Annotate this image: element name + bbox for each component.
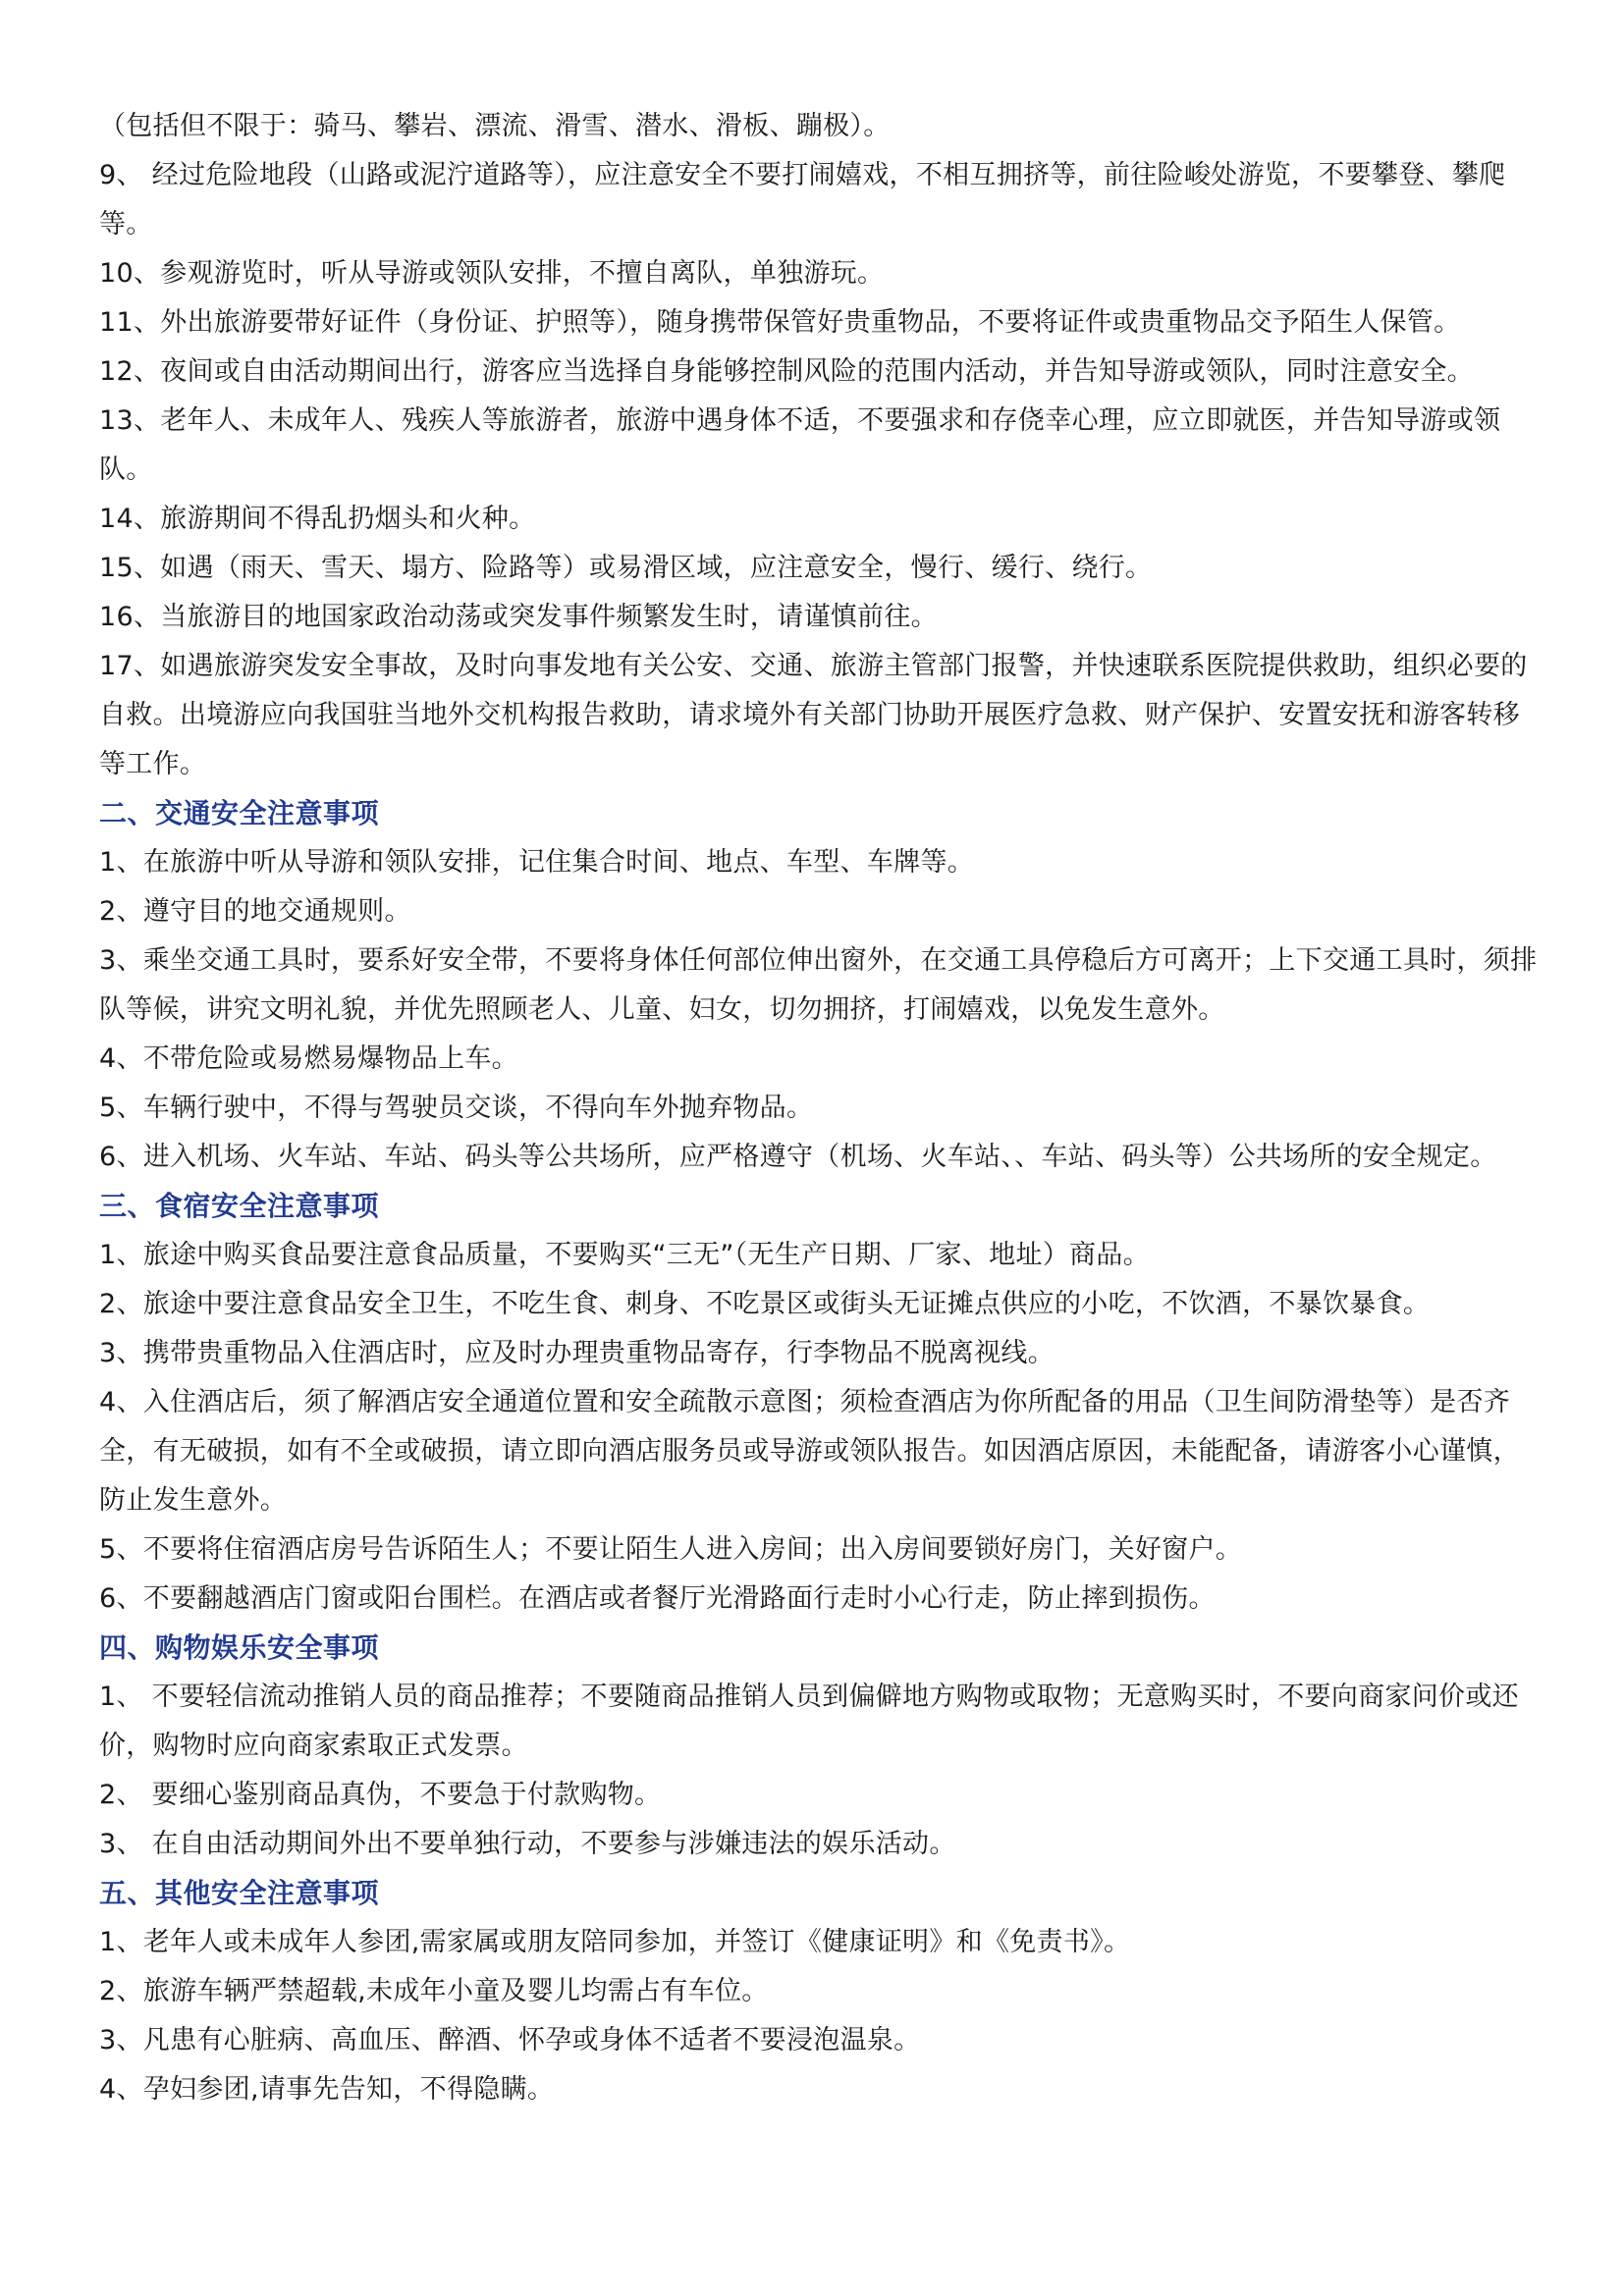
list-item: 2、遵守目的地交通规则。: [99, 896, 411, 927]
section: [99, 789, 1543, 1182]
list-item: 15、如遇（雨天、雪天、塌方、险路等）或易滑区域，应注意安全，慢行、缓行、绕行。: [99, 553, 1153, 583]
section: [99, 1182, 1543, 1624]
list-item: 12、夜间或自由活动期间出行，游客应当选择自身能够控制风险的范围内活动，并告知导游或领队，同时注意安全。: [99, 356, 1474, 387]
list-item: 1、 不要轻信流动推销人员的商品推荐；不要随商品推销人员到偏僻地方购物或取物；无意购买时，不要向商家问价或还价，购物时应向商家索取正式发票。: [99, 1682, 1519, 1761]
list-item: 4、不带危险或易燃易爆物品上车。: [99, 1043, 518, 1074]
list-item: 5、车辆行驶中，不得与驾驶员交谈，不得向车外抛弃物品。: [99, 1093, 814, 1123]
list-item: 2、旅游车辆严禁超载,未成年小童及婴儿均需占有车位。: [99, 1976, 769, 2006]
list-item: 1、在旅游中听从导游和领队安排，记住集合时间、地点、车型、车牌等。: [99, 847, 975, 878]
list-item: 2、旅途中要注意食品安全卫生，不吃生食、刺身、不吃景区或街头无证摊点供应的小吃，不饮酒，不暴饮暴食。: [99, 1289, 1431, 1319]
sections: [99, 789, 1543, 2114]
list-item: 3、携带贵重物品入住酒店时，应及时办理贵重物品寄存，行李物品不脱离视线。: [99, 1338, 1055, 1368]
list-item: 6、进入机场、火车站、车站、码头等公共场所，应严格遵守（机场、火车站、、车站、码头等）公共场所的安全规定。: [99, 1142, 1497, 1172]
list-item: 3、 在自由活动期间外出不要单独行动，不要参与涉嫌违法的娱乐活动。: [99, 1829, 956, 1859]
section-heading: 四、购物娱乐安全事项: [99, 1631, 380, 1664]
list-item: 1、老年人或未成年人参团,需家属或朋友陪同参加，并签订《健康证明》和《免责书》。: [99, 1927, 1131, 1957]
list-item: 3、乘坐交通工具时，要系好安全带，不要将身体任何部位伸出窗外，在交通工具停稳后方可离开；上下交通工具时，须排队等候，讲究文明礼貌，并优先照顾老人、儿童、妇女，切勿拥挤，打闹嬉戏，以免发生意外。: [99, 945, 1538, 1025]
list-item: 17、如遇旅游突发安全事故，及时向事发地有关公安、交通、旅游主管部门报警，并快速联系医院提供救助，组织必要的自救。出境游应向我国驻当地外交机构报告救助，请求境外有关部门协助开展医疗急救、财产保护、安置安抚和游客转移等工作。: [99, 651, 1528, 779]
list-item: 10、参观游览时，听从导游或领队安排，不擅自离队，单独游玩。: [99, 258, 885, 289]
list-item: 3、凡患有心脏病、高血压、醉酒、怀孕或身体不适者不要浸泡温泉。: [99, 2025, 921, 2056]
list-item: （包括但不限于：骑马、攀岩、漂流、滑雪、潜水、滑板、蹦极）。: [99, 111, 891, 141]
list-item: 11、外出旅游要带好证件（身份证、护照等），随身携带保管好贵重物品，不要将证件或贵重物品交予陌生人保管。: [99, 307, 1461, 338]
list-item: 4、孕妇参团,请事先告知，不得隐瞒。: [99, 2074, 555, 2105]
intro-list: [99, 102, 1543, 789]
list-item: 4、入住酒店后，须了解酒店安全通道位置和安全疏散示意图；须检查酒店为你所配备的用品（卫生间防滑垫等）是否齐全，有无破损，如有不全或破损，请立即向酒店服务员或导游或领队报告。如因酒店原因，未能配备，请游客小心谨慎，防止发生意外。: [99, 1387, 1520, 1516]
section-heading: 二、交通安全注意事项: [99, 797, 380, 829]
list-item: 2、 要细心鉴别商品真伪，不要急于付款购物。: [99, 1780, 662, 1810]
document-page: [99, 102, 1543, 2114]
list-item: 16、当旅游目的地国家政治动荡或突发事件频繁发生时，请谨慎前往。: [99, 602, 938, 632]
list-item: 14、旅游期间不得乱扔烟头和火种。: [99, 504, 536, 534]
list-item: 9、 经过危险地段（山路或泥泞道路等），应注意安全不要打闹嬉戏，不相互拥挤等，前往险峻处游览，不要攀登、攀爬等。: [99, 160, 1506, 240]
list-item: 6、不要翻越酒店门窗或阳台围栏。在酒店或者餐厅光滑路面行走时小心行走，防止摔到损伤。: [99, 1583, 1216, 1614]
section-heading: 五、其他安全注意事项: [99, 1877, 380, 1909]
list-item: 5、不要将住宿酒店房号告诉陌生人；不要让陌生人进入房间；出入房间要锁好房门，关好窗户。: [99, 1534, 1243, 1565]
section: [99, 1869, 1543, 2114]
section: [99, 1624, 1543, 1869]
list-item: 1、旅途中购买食品要注意食品质量，不要购买“三无”（无生产日期、厂家、地址）商品。: [99, 1240, 1150, 1270]
section-heading: 三、食宿安全注意事项: [99, 1190, 380, 1222]
list-item: 13、老年人、未成年人、残疾人等旅游者，旅游中遇身体不适，不要强求和存侥幸心理，应立即就医，并告知导游或领队。: [99, 405, 1501, 485]
